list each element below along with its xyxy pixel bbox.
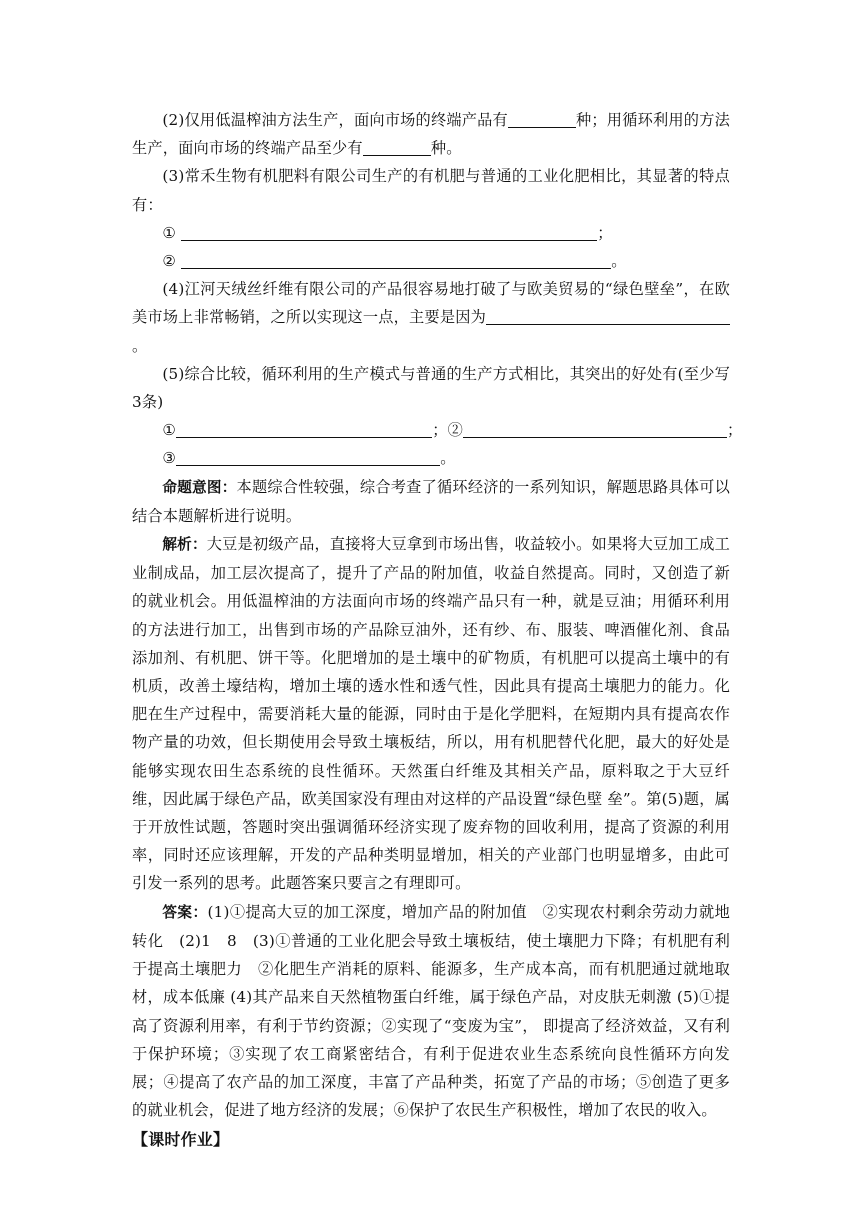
intent-paragraph — [132, 473, 730, 530]
answer-paragraph — [132, 898, 730, 1125]
question-5-stem: (5)综合比较，循环利用的生产模式与普通的生产方式相比，其突出的好处有(至少写3条) — [132, 364, 730, 412]
q5-blank-1 — [176, 419, 432, 438]
q4-text-2: 。 — [132, 336, 148, 355]
analysis-text: 大豆是初级产品，直接将大豆拿到市场出售，收益较小。如果将大豆加工成工业制成品，加工层次提高了，提升了产品的附加值，收益自然提高。同时，又创造了新的就业机会。用低温榨油的方法面向市场的终端产品只有一种，就是豆油；用循环利用的方法进行加工，出售到市场的产品除豆油外，还有纱、布、服装、啤酒催化剂、食品添加剂、有机肥、饼干等。化肥增加的是土壤中的矿物质，有机肥可以提高土壤中的有机质，改善土壕结构，增加土壤的透水性和透气性，因此具有提高土壤肥力的能力。化肥在生产过程中，需要消耗大量的能源，同时由于是化学肥料，在短期内具有提高农作物产量的功效，但长期使用会导致土壤板结，所以，用有机肥替代化肥，最大的好处是能够实现农田生态系统的良性循环。天然蛋白纤维及其相关产品，原料取之于大豆纤维，因此属于绿色产品，欧美国家没有理由对这样的产品设置“绿色壁 垒”。第(5)题，属于开放性试题，答题时突出强调循环经济实现了废弃物的回收利用，提高了资源的利用率，同时还应该理解，开发的产品种类明显增加，相关的产业部门也明显增多，由此可引发一系列的思考。此题答案只要言之有理即可。 — [132, 535, 730, 893]
document-content — [132, 106, 743, 1154]
q5-end-3: 。 — [440, 449, 456, 468]
question-2 — [132, 106, 730, 162]
q4-text-1: (4)江河天绒丝纤维有限公司的产品很容易地打破了与欧美贸易的“绿色壁垒”，在欧美市场上非常畅销，之所以实现这一点，主要是因为 — [132, 280, 730, 327]
q3-end-1: ； — [597, 223, 613, 242]
q3-mark-1: ① — [162, 223, 177, 242]
analysis-label: 解析： — [162, 536, 207, 554]
q2-text-3: 种。 — [430, 139, 462, 158]
q5-sep-1: ； — [432, 421, 448, 440]
q3-blank-1 — [181, 222, 597, 241]
q5-mark-3: ③ — [162, 449, 177, 468]
q2-blank-2 — [363, 137, 431, 156]
question-5-line-2 — [132, 444, 730, 472]
question-3-line-2 — [132, 247, 730, 275]
q5-mark-2: ② — [447, 421, 463, 440]
q2-text-1: (2)仅用低温榨油方法生产，面向市场的终端产品有 — [162, 111, 508, 129]
q5-mark-1: ① — [162, 421, 177, 440]
q5-blank-2 — [463, 419, 727, 438]
intent-text: 本题综合性较强，综合考查了循环经济的一系列知识，解题思路具体可以结合本题解析进行说明。 — [132, 477, 730, 525]
intent-label: 命题意图： — [162, 478, 237, 496]
q4-blank — [486, 306, 730, 325]
question-3-line-1 — [132, 219, 730, 247]
q5-end-2: ； — [727, 421, 743, 440]
q2-blank-1 — [508, 109, 576, 128]
section-heading: 【课时作业】 — [132, 1130, 230, 1150]
q5-blank-3 — [176, 447, 440, 466]
analysis-paragraph — [132, 530, 730, 898]
q3-end-2: 。 — [611, 252, 627, 271]
question-5-line-1 — [132, 416, 743, 444]
q2-text-2: 种；用循环利用的方法生产，面向市场的终端产品至少有 — [132, 111, 730, 158]
question-4 — [132, 275, 730, 360]
q3-mark-2: ② — [162, 252, 177, 271]
answer-text: (1)①提高大豆的加工深度，增加产品的附加值 ②实现农村剩余劳动力就地转化 (2)1 8 (3)①普通的工业化肥会导致土壤板结，使土壤肥力下降；有机肥有利于提高土壤肥力 ②化肥生产消耗的原料、能源多，生产成本高，而有机肥通过就地取材，成本低廉 (4)其产品来自天然植物蛋白纤维，属于绿色产品，对皮肤无刺激 (5)①提高了资源利用率，有利于节约资源；②实现了“变废为宝”， 即提高了经济效益，又有利于保护环境；③实现了农工商紧密结合，有利于促进农业生态系统向良性循环方向发展；④提高了农产品的加工深度，丰富了产品种类，拓宽了产品的市场；⑤创造了更多的就业机会，促进了地方经济的发展；⑥保护了农民生产积极性，增加了农民的收入。 — [132, 902, 731, 1120]
answer-label: 答案： — [162, 903, 208, 921]
q3-blank-2 — [181, 250, 611, 269]
question-3-stem: (3)常禾生物有机肥料有限公司生产的有机肥与普通的工业化肥相比，其显著的特点有： — [132, 167, 730, 214]
